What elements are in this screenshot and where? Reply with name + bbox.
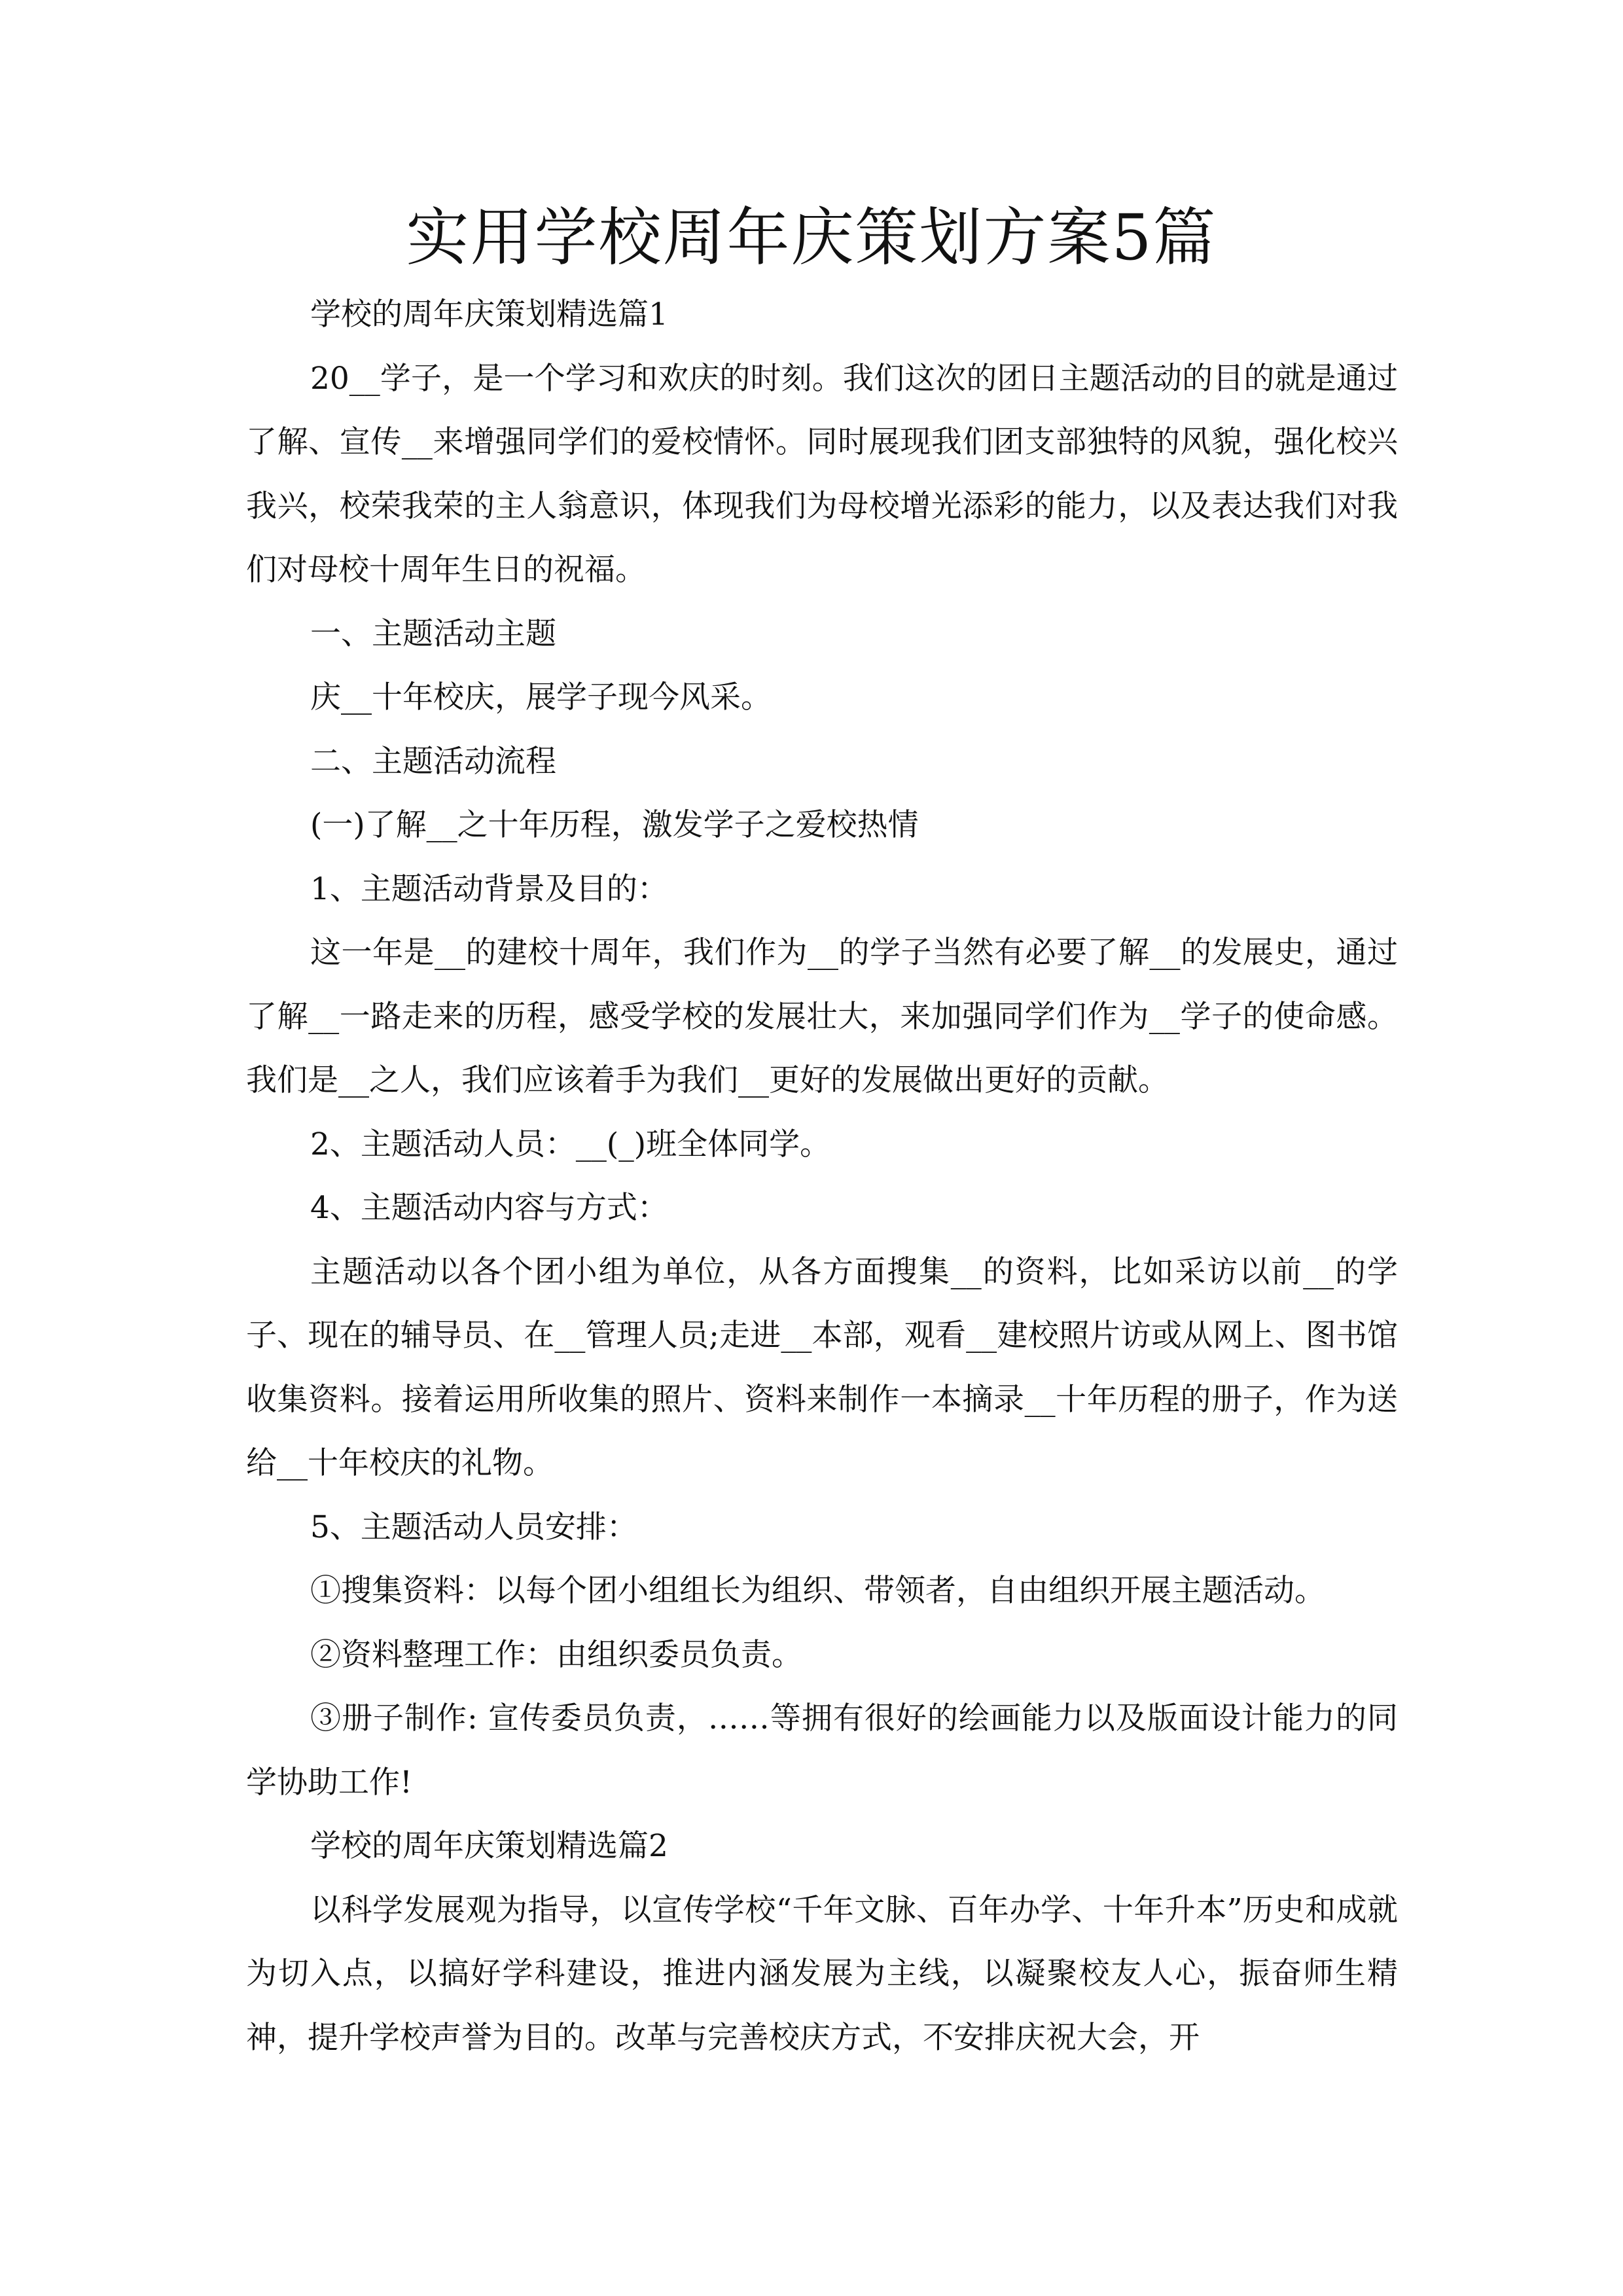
document-body — [246, 283, 1398, 2070]
body-paragraph: 主题活动以各个团小组为单位，从各方面搜集__的资料，比如采访以前__的学子、现在的辅导员、在__管理人员;走进__本部，观看__建校照片访或从网上、图书馆收集资料。接着运用所收集的照片、资料来制作一本摘录__十年历程的册子，作为送给__十年校庆的礼物。 — [246, 1253, 1398, 1481]
list-item: ②资料整理工作：由组织委员负责。 — [310, 1636, 802, 1673]
body-paragraph: 以科学发展观为指导，以宣传学校“千年文脉、百年办学、十年升本”历史和成就为切入点，以搞好学科建设，推进内涵发展为主线，以凝聚校友人心，振奋师生精神，提升学校声誉为目的。改革与完善校庆方式，不安排庆祝大会，开 — [246, 1892, 1398, 2056]
list-item: 5、主题活动人员安排： — [310, 1509, 637, 1545]
subheading-theme: 一、主题活动主题 — [310, 615, 556, 652]
section-heading-1: 学校的周年庆策划精选篇1 — [310, 296, 668, 332]
list-item: ③册子制作: 宣传委员负责，……等拥有很好的绘画能力以及版面设计能力的同学协助工作! — [246, 1700, 1398, 1801]
body-paragraph: 20__学子，是一个学习和欢庆的时刻。我们这次的团日主题活动的目的就是通过了解、宣传__来增强同学们的爱校情怀。同时展现我们团支部独特的风貌，强化校兴我兴，校荣我荣的主人翁意识，体现我们为母校增光添彩的能力，以及表达我们对我们对母校十周年生日的祝福。 — [246, 360, 1398, 588]
body-paragraph: 这一年是__的建校十周年，我们作为__的学子当然有必要了解__的发展史，通过了解__一路走来的历程，感受学校的发展壮大，来加强同学们作为__学子的使命感。我们是__之人，我们应该着手为我们__更好的发展做出更好的贡献。 — [246, 935, 1398, 1098]
section-heading-2: 学校的周年庆策划精选篇2 — [310, 1828, 668, 1864]
list-item: 4、主题活动内容与方式： — [310, 1190, 668, 1226]
list-item: ①搜集资料：以每个团小组组长为组织、带领者，自由组织开展主题活动。 — [310, 1573, 1325, 1609]
document-title: 实用学校周年庆策划方案5篇 — [406, 201, 1217, 274]
list-item: 2、主题活动人员：__(_)班全体同学。 — [310, 1126, 831, 1162]
list-item: 1、主题活动背景及目的： — [310, 870, 668, 907]
subheading-process: 二、主题活动流程 — [310, 743, 556, 780]
subheading-part-1: (一)了解__之十年历程，激发学子之爱校热情 — [310, 807, 919, 843]
body-paragraph: 庆__十年校庆，展学子现今风采。 — [310, 679, 772, 715]
